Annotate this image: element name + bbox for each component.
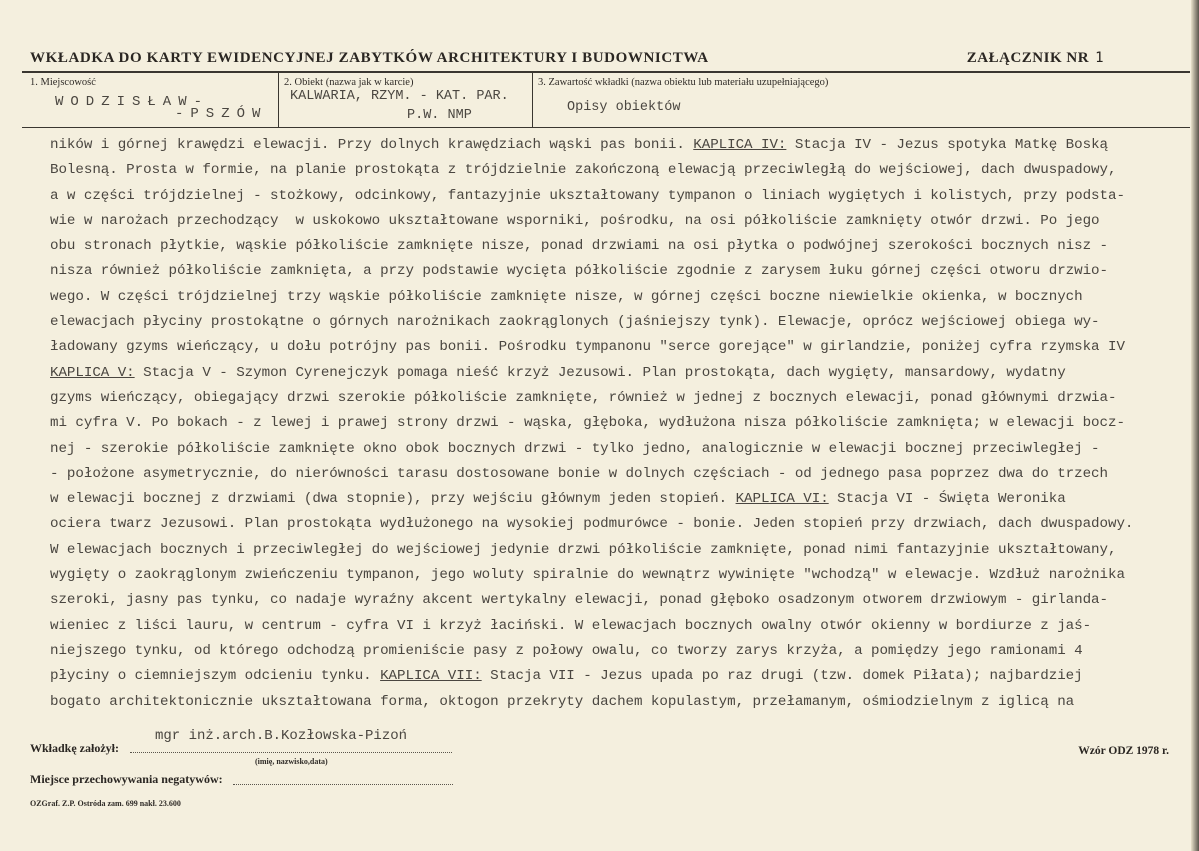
text-line bbox=[50, 563, 1135, 588]
text-segment: obu stronach płytkie, wąskie półkoliście zamknięte nisze, ponad drzwiami na osi płytka o podwójnej szerokości bocznych nisz - bbox=[50, 238, 1108, 255]
text-line bbox=[50, 361, 1135, 386]
annex-label: ZAŁĄCZNIK NR bbox=[966, 50, 1090, 66]
chapel-heading: KAPLICA V: bbox=[50, 364, 135, 381]
content-value: Opisy obiektów bbox=[567, 100, 681, 115]
text-segment: W elewacjach bocznych i przeciwległej do wejściowej jedynie drzwi półkoliście zamknięte, ponad nimi fantazyjnie ukształtowany, bbox=[50, 541, 1117, 558]
text-line bbox=[50, 588, 1135, 613]
text-line bbox=[50, 310, 1135, 335]
object-label: 2. Obiekt (nazwa jak w karcie) bbox=[284, 77, 414, 88]
text-segment: Stacja VII - Jezus upada po raz drugi (tzw. domek Piłata); najbardziej bbox=[481, 668, 1083, 685]
text-segment: wieniec z liści lauru, w centrum - cyfra VI i krzyż łaciński. W elewacjach bocznych owalny otwór okienny w bordiurze z jaś- bbox=[50, 617, 1092, 634]
text-line bbox=[50, 437, 1135, 462]
text-segment: wie w narożach przechodzący w uskokowo ukształtowane wsporniki, pośrodku, na osi półkoliście zamknięty otwór drzwi. Po jego bbox=[50, 212, 1100, 229]
text-segment: Stacja VI - Święta Weronika bbox=[828, 491, 1066, 508]
print-note: OZGraf. Z.P. Ostróda zam. 699 nakł. 23.600 bbox=[30, 799, 181, 808]
text-segment: Bolesną. Prosta w formie, na planie prostokąta z trójdzielnie zakończoną elewacją przeciwległą do wejściowej, dach dwuspadowy, bbox=[50, 162, 1117, 179]
annex-label-group bbox=[967, 50, 1104, 67]
form-title: WKŁADKA DO KARTY EWIDENCYJNEJ ZABYTKÓW ARCHITEKTURY I BUDOWNICTWA bbox=[30, 50, 709, 66]
text-line bbox=[50, 664, 1135, 689]
author-dotted-line bbox=[130, 752, 452, 753]
text-line bbox=[50, 386, 1135, 411]
text-segment: płyciny o ciemniejszym odcieniu tynku. bbox=[50, 668, 381, 685]
text-line bbox=[50, 184, 1135, 209]
field-divider-1 bbox=[278, 73, 279, 127]
text-segment: Stacja V - Szymon Cyrenejczyk pomaga nieść krzyż Jezusowi. Plan prostokąta, dach wygięty, mansardowy, wydatny bbox=[134, 364, 1066, 381]
text-segment: elewacjach płyciny prostokątne o górnych narożnikach zaokrąglonych (jaśniejszy tynk). Elewacje, oprócz wejściowej obiega wy- bbox=[50, 314, 1100, 331]
author-label: Wkładkę założył: bbox=[30, 741, 119, 755]
annex-number: 1 bbox=[1095, 50, 1104, 66]
text-line bbox=[50, 259, 1135, 284]
text-line bbox=[50, 133, 1135, 158]
storage-dotted-line bbox=[233, 784, 453, 785]
text-line bbox=[50, 538, 1135, 563]
description-text bbox=[50, 133, 1135, 715]
text-segment: bogato architektonicznie ukształtowana forma, oktogon przekryty dachem kopulastym, przełamanym, ośmiodzielnym z iglicą na bbox=[50, 693, 1075, 710]
text-line bbox=[50, 285, 1135, 310]
text-line bbox=[50, 158, 1135, 183]
text-line bbox=[50, 462, 1135, 487]
text-segment: wego. W części trójdzielnej trzy wąskie półkoliście zamknięte nisze, w górnej części boczne niewielkie okienka, w bocznych bbox=[50, 288, 1083, 305]
text-line bbox=[50, 209, 1135, 234]
locality-label: 1. Miejscowość bbox=[30, 77, 96, 88]
text-segment: nej - szerokie półkoliście zamknięte okno obok bocznych drzwi - tylko jedno, analogicznie w elewacji bocznej przeciwległej - bbox=[50, 440, 1100, 457]
header-top-rule bbox=[22, 71, 1190, 73]
text-line bbox=[50, 690, 1135, 715]
text-segment: - położone asymetrycznie, do nierówności tarasu dostosowane bonie w dolnych częściach - od jednego pasa poprzez dwa do trzech bbox=[50, 465, 1108, 482]
text-line bbox=[50, 639, 1135, 664]
form-model-label: Wzór ODZ 1978 r. bbox=[1078, 745, 1169, 757]
object-value-line-2: P.W. NMP bbox=[407, 108, 472, 123]
text-segment: ładowany gzyms wieńczący, u dołu potrójny pas bonii. Pośrodku tympanonu "serce gorejące" w girlandzie, poniżej cyfra rzymska IV bbox=[50, 339, 1125, 356]
chapel-heading: KAPLICA IV: bbox=[693, 137, 787, 153]
text-segment: ników i górnej krawędzi elewacji. Przy dolnych krawędziach wąski pas bonii. bbox=[50, 137, 694, 153]
card-edge bbox=[1191, 0, 1199, 851]
storage-label: Miejsce przechowywania negatywów: bbox=[30, 772, 223, 786]
text-segment: mi cyfra V. Po bokach - z lewej i prawej strony drzwi - wąska, głęboka, wydłużona nisza półkoliście zamknięta; w elewacji bocz- bbox=[50, 415, 1125, 432]
text-line bbox=[50, 512, 1135, 537]
text-line bbox=[50, 335, 1135, 360]
chapel-heading: KAPLICA VII: bbox=[380, 668, 482, 685]
field-divider-2 bbox=[532, 73, 533, 127]
text-segment: gzyms wieńczący, obiegający drzwi szerokie półkoliście zamknięte, również w jednej z bocznych elewacji, ponad głównymi drzwia- bbox=[50, 389, 1117, 406]
text-line bbox=[50, 487, 1135, 512]
object-value-line-1: KALWARIA, RZYM. - KAT. PAR. bbox=[290, 89, 509, 104]
author-caption: (imię, nazwisko,data) bbox=[255, 757, 328, 766]
chapel-heading: KAPLICA VI: bbox=[735, 491, 829, 508]
text-line bbox=[50, 411, 1135, 436]
locality-value-line-1: WODZISŁAW- bbox=[55, 94, 210, 110]
text-line bbox=[50, 614, 1135, 639]
text-segment: Stacja IV - Jezus spotyka Matkę Boską bbox=[786, 137, 1109, 153]
text-segment: w elewacji bocznej z drzwiami (dwa stopnie), przy wejściu głównym jeden stopień. bbox=[50, 491, 736, 508]
text-segment: szeroki, jasny pas tynku, co nadaje wyraźny akcent wertykalny elewacji, ponad głęboko osadzonym otworem drzwiowym - girlanda- bbox=[50, 592, 1108, 609]
text-segment: wygięty o zaokrąglonym zwieńczeniu tympanon, jego woluty spiralnie do wewnątrz wywinięte "wchodzą" w elewacje. Wzdłuż narożnika bbox=[50, 567, 1125, 584]
content-label: 3. Zawartość wkładki (nazwa obiektu lub materiału uzupełniającego) bbox=[538, 77, 829, 88]
header-bottom-rule bbox=[22, 127, 1190, 128]
author-value: mgr inż.arch.B.Kozłowska-Pizoń bbox=[155, 728, 408, 744]
text-segment: ociera twarz Jezusowi. Plan prostokąta wydłużonego na wysokiej podmurówce - bonie. Jeden stopień przy drzwiach, dach dwuspadowy. bbox=[50, 516, 1134, 533]
text-segment: nisza również półkoliście zamknięta, a przy podstawie wycięta półkoliście zgodnie z zarysem łuku górnej części otworu drzwio- bbox=[50, 263, 1108, 280]
text-segment: niejszego tynku, od którego odchodzą promieniście pasy z połowy owalu, co tworzy zarys krzyża, a pomiędzy jego ramionami 4 bbox=[50, 642, 1083, 659]
locality-value-line-2: -PSZÓW bbox=[175, 106, 268, 122]
text-segment: a w części trójdzielnej - stożkowy, odcinkowy, fantazyjnie ukształtowany tympanon o liniach wygiętych i kolistych, przy podsta- bbox=[50, 187, 1125, 204]
text-line bbox=[50, 234, 1135, 259]
